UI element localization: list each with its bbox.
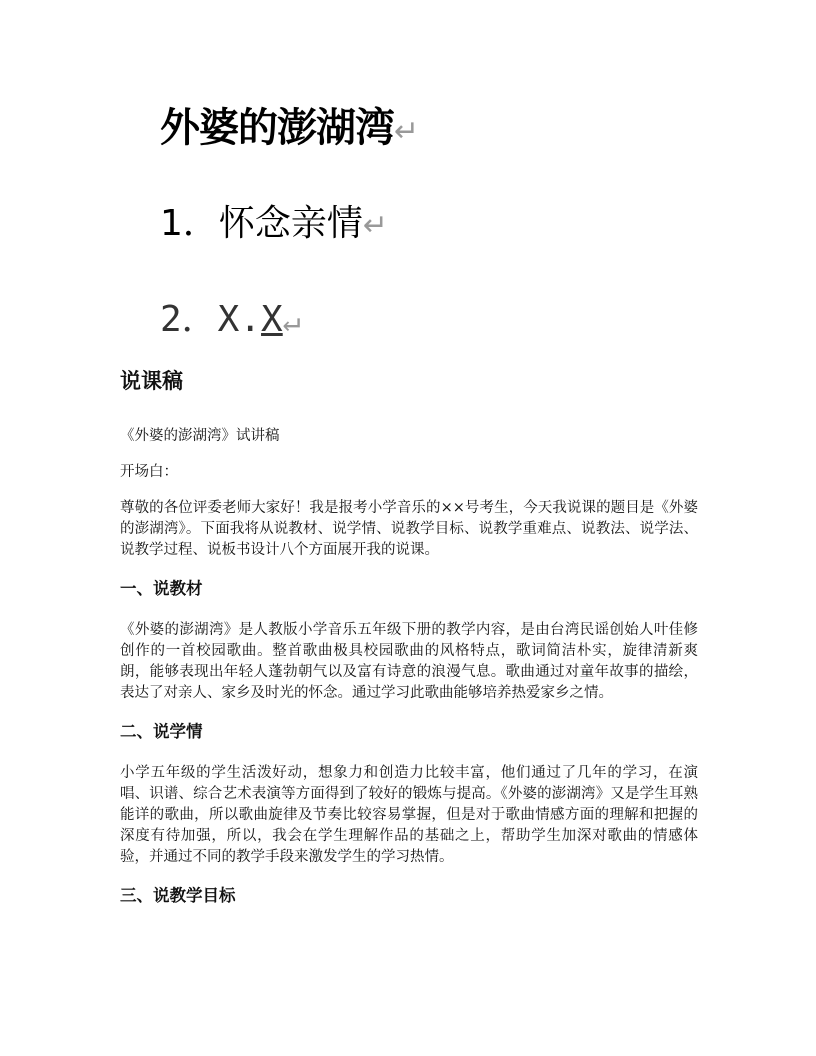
return-mark-icon: ↵: [362, 208, 389, 243]
image-line-1: [160, 202, 388, 248]
document-body: [120, 364, 698, 927]
section-paragraph-student-analysis: 小学五年级的学生活泼好动，想象力和创造力比较丰富，他们通过了几年的学习，在演唱、识谱、综合艺术表演等方面得到了较好的锻炼与提高。《外婆的澎湖湾》又是学生耳熟能详的歌曲，所以歌曲旋律及节奏比较容易掌握，但是对于歌曲情感方面的理解和把握的深度有待加强，所以，我会在学生理解作品的基础之上，帮助学生加深对歌曲的情感体验，并通过不同的教学手段来激发学生的学习热情。: [120, 765, 698, 865]
document-subtitle: 《外婆的澎湖湾》试讲稿: [120, 428, 280, 444]
section-heading-teaching-material: 一、说教材: [120, 579, 203, 598]
section-heading-teaching-objectives: 三、说教学目标: [120, 886, 236, 905]
opening-paragraph: 尊敬的各位评委老师大家好！我是报考小学音乐的××号考生，今天我说课的题目是《外婆的澎湖湾》。下面我将从说教材、说学情、说教学目标、说教学重难点、说教法、说学法、说教学过程、说板书设计八个方面展开我的说课。: [120, 500, 698, 558]
image-line-2: [160, 298, 301, 344]
image-title: [160, 104, 418, 156]
section-paragraph-teaching-material: 《外婆的澎湖湾》是人教版小学音乐五年级下册的教学内容，是由台湾民谣创始人叶佳修创作的一首校园歌曲。整首歌曲极具校园歌曲的风格特点，歌词简洁朴实，旋律清新爽朗，能够表现出年轻人蓬勃朝气以及富有诗意的浪漫气息。歌曲通过对童年故事的描绘，表达了对亲人、家乡及时光的怀念。通过学习此歌曲能够培养热爱家乡之情。: [120, 622, 698, 701]
document-heading: 说课稿: [120, 369, 183, 393]
return-mark-icon: ↵: [282, 304, 301, 339]
return-mark-icon: ↵: [394, 114, 419, 149]
image-line-2-underlined: X: [261, 299, 283, 340]
section-heading-student-analysis: 二、说学情: [120, 722, 203, 741]
opening-label: 开场白：: [120, 464, 178, 480]
image-line-1-text: 1．怀念亲情: [160, 203, 363, 244]
image-title-text: 外婆的澎湖湾: [160, 105, 394, 151]
image-line-2-prefix: 2．X.: [160, 299, 262, 340]
